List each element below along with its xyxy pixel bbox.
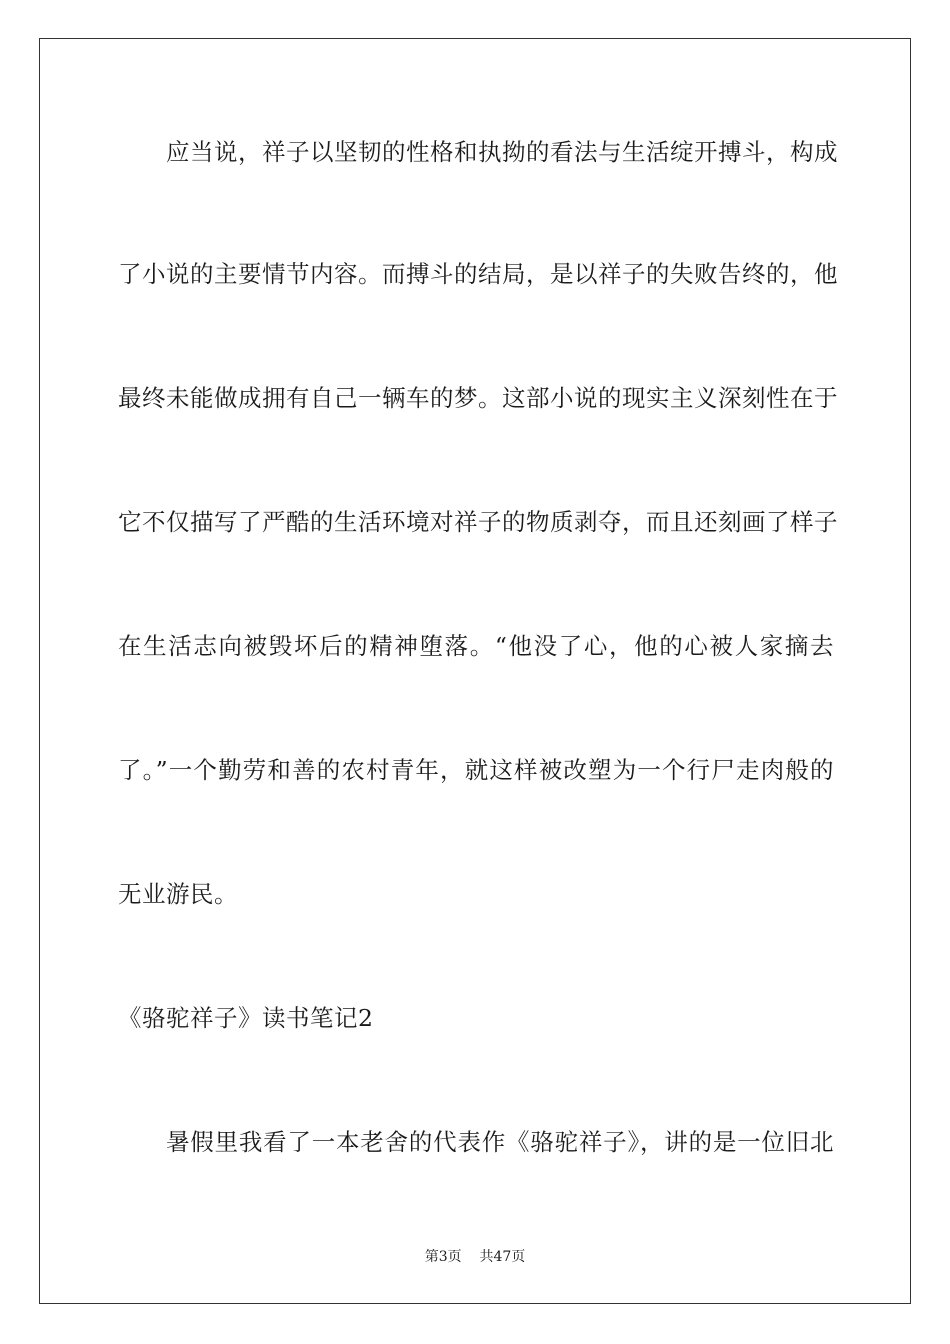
page-footer xyxy=(0,1248,950,1266)
page-number: 第3页 xyxy=(424,1249,462,1265)
paragraph-line: 了小说的主要情节内容。而搏斗的结局，是以祥子的失败告终的，他 xyxy=(118,260,838,288)
page-border xyxy=(39,38,911,1304)
paragraph-line: 它不仅描写了严酷的生活环境对祥子的物质剥夺，而且还刻画了样子 xyxy=(118,508,838,536)
paragraph-line: 了。”一个勤劳和善的农村青年，就这样被改塑为一个行尸走肉般的 xyxy=(118,756,834,784)
paragraph-line: 暑假里我看了一本老舍的代表作《骆驼祥子》，讲的是一位旧北 xyxy=(166,1128,834,1156)
page-total: 共47页 xyxy=(479,1249,526,1265)
paragraph-last-line: 无业游民。 xyxy=(118,880,238,908)
paragraph-line: 应当说，祥子以坚韧的性格和执拗的看法与生活绽开搏斗，构成 xyxy=(166,138,838,166)
paragraph-line: 最终未能做成拥有自己一辆车的梦。这部小说的现实主义深刻性在于 xyxy=(118,384,838,412)
section-heading: 《骆驼祥子》读书笔记2 xyxy=(118,1004,374,1032)
paragraph-line: 在生活志向被毁坏后的精神堕落。“他没了心，他的心被人家摘去 xyxy=(118,632,834,660)
